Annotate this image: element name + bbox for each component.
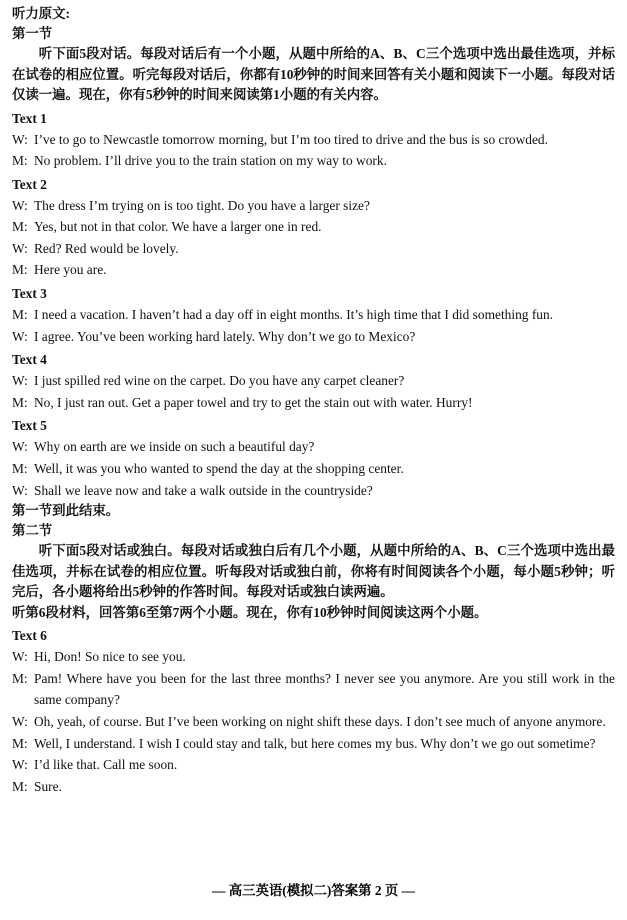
- dialogue-line: [12, 195, 615, 217]
- speech-text: The dress I’m trying on is too tight. Do you have a larger size?: [34, 197, 370, 213]
- speech-text: Shall we leave now and take a walk outside in the countryside?: [34, 482, 373, 498]
- speech-text: Why on earth are we inside on such a beautiful day?: [34, 439, 315, 455]
- speaker-tag: M:: [12, 153, 28, 169]
- speaker-tag: M:: [12, 394, 28, 410]
- speech-text: I need a vacation. I haven’t had a day off in eight months. It’s high time that I did something fun.: [34, 307, 554, 323]
- dialogue-line: [12, 392, 615, 414]
- speech-text: Hi, Don! So nice to see you.: [34, 649, 186, 665]
- dialogue-line: [12, 646, 615, 668]
- dialogue-line: [12, 238, 615, 260]
- speaker-tag: W:: [12, 131, 28, 147]
- dialogue-line: [12, 150, 615, 172]
- dialogue-line: [12, 370, 615, 392]
- dialogue-line: [12, 754, 615, 776]
- dialogue-line: [12, 259, 615, 281]
- dialogue-line: [12, 668, 615, 711]
- text6-intro: 听第6段材料，回答第6至第7两个小题。现在，你有10秒钟时间阅读这两个小题。: [12, 604, 488, 620]
- dialogue-line: [12, 304, 615, 326]
- dialogue-line: [12, 216, 615, 238]
- dialogue-line: [12, 776, 615, 798]
- speaker-tag: W:: [12, 328, 28, 344]
- speaker-tag: M:: [12, 262, 28, 278]
- speech-text: I’ve to go to Newcastle tomorrow morning, but I’m too tired to drive and the bus is so crowded.: [34, 131, 548, 147]
- text1-label: Text 1: [12, 110, 47, 126]
- speech-text: I just spilled red wine on the carpet. Do you have any carpet cleaner?: [34, 373, 405, 389]
- dialogue-line: [12, 436, 615, 458]
- section1-instructions: 听下面5段对话。每段对话后有一个小题，从题中所给的A、B、C三个选项中选出最佳选项，并标在试卷的相应位置。听完每段对话后，你都有10秒钟的时间来回答有关小题和阅读下一小题。每段对话仅读一遍。现在，你有5秒钟的时间来阅读第1小题的有关内容。: [12, 46, 615, 102]
- dialogue-line: [12, 326, 615, 348]
- section2-instructions: 听下面5段对话或独白。每段对话或独白后有几个小题，从题中所给的A、B、C三个选项中选出最佳选项，并标在试卷的相应位置。听每段对话或独白前，你将有时间阅读各个小题，每小题5秒钟；听完后，各小题将给出5秒钟的作答时间。每段对话或独白读两遍。: [12, 543, 615, 600]
- speaker-tag: M:: [12, 461, 28, 477]
- speaker-tag: W:: [12, 714, 28, 729]
- speaker-tag: W:: [12, 439, 28, 455]
- speech-text: Red? Red would be lovely.: [34, 240, 179, 256]
- section1-heading: 第一节: [12, 26, 53, 41]
- text4-label: Text 4: [12, 352, 47, 368]
- text5-label: Text 5: [12, 418, 47, 434]
- dialogue-line: [12, 711, 615, 733]
- speech-text: Here you are.: [34, 262, 107, 278]
- page-footer: — 高三英语(模拟二)答案第 2 页 —: [211, 883, 416, 898]
- dialogue-line: [12, 458, 615, 480]
- text3-label: Text 3: [12, 286, 47, 302]
- dialogue-line: [12, 733, 615, 755]
- speaker-tag: M:: [12, 778, 28, 794]
- speaker-tag: M:: [12, 307, 28, 323]
- speaker-tag: W:: [12, 240, 28, 256]
- dialogue-line: [12, 480, 615, 502]
- speaker-tag: W:: [12, 757, 28, 773]
- speaker-tag: M:: [12, 735, 28, 751]
- section2-heading: 第二节: [12, 523, 53, 539]
- text2-label: Text 2: [12, 176, 47, 192]
- dialogue-line: [12, 129, 615, 151]
- transcript-title: 听力原文:: [12, 6, 71, 21]
- section1-end: 第一节到此结束。: [12, 503, 120, 519]
- speaker-tag: W:: [12, 649, 28, 665]
- speech-text: Well, it was you who wanted to spend the day at the shopping center.: [34, 461, 404, 477]
- speech-text: Yes, but not in that color. We have a larger one in red.: [34, 219, 322, 235]
- speech-text: Pam! Where have you been for the last three months? I never see you anymore. Are you still work in the same company?: [34, 670, 615, 708]
- speaker-tag: M:: [12, 219, 28, 235]
- speech-text: No, I just ran out. Get a paper towel and try to get the stain out with water. Hurry!: [34, 394, 473, 410]
- speech-text: Oh, yeah, of course. But I’ve been working on night shift these days. I don’t see much of anyone anymore.: [34, 714, 606, 729]
- speech-text: No problem. I’ll drive you to the train station on my way to work.: [34, 153, 387, 169]
- speech-text: I agree. You’ve been working hard lately. Why don’t we go to Mexico?: [34, 328, 416, 344]
- speech-text: I’d like that. Call me soon.: [34, 757, 178, 773]
- speaker-tag: W:: [12, 197, 28, 213]
- speaker-tag: W:: [12, 373, 28, 389]
- speech-text: Sure.: [34, 778, 62, 794]
- speaker-tag: W:: [12, 482, 28, 498]
- speech-text: Well, I understand. I wish I could stay and talk, but here comes my bus. Why don’t we go out sometime?: [34, 735, 596, 751]
- text6-label: Text 6: [12, 628, 47, 644]
- speaker-tag: M:: [12, 670, 28, 686]
